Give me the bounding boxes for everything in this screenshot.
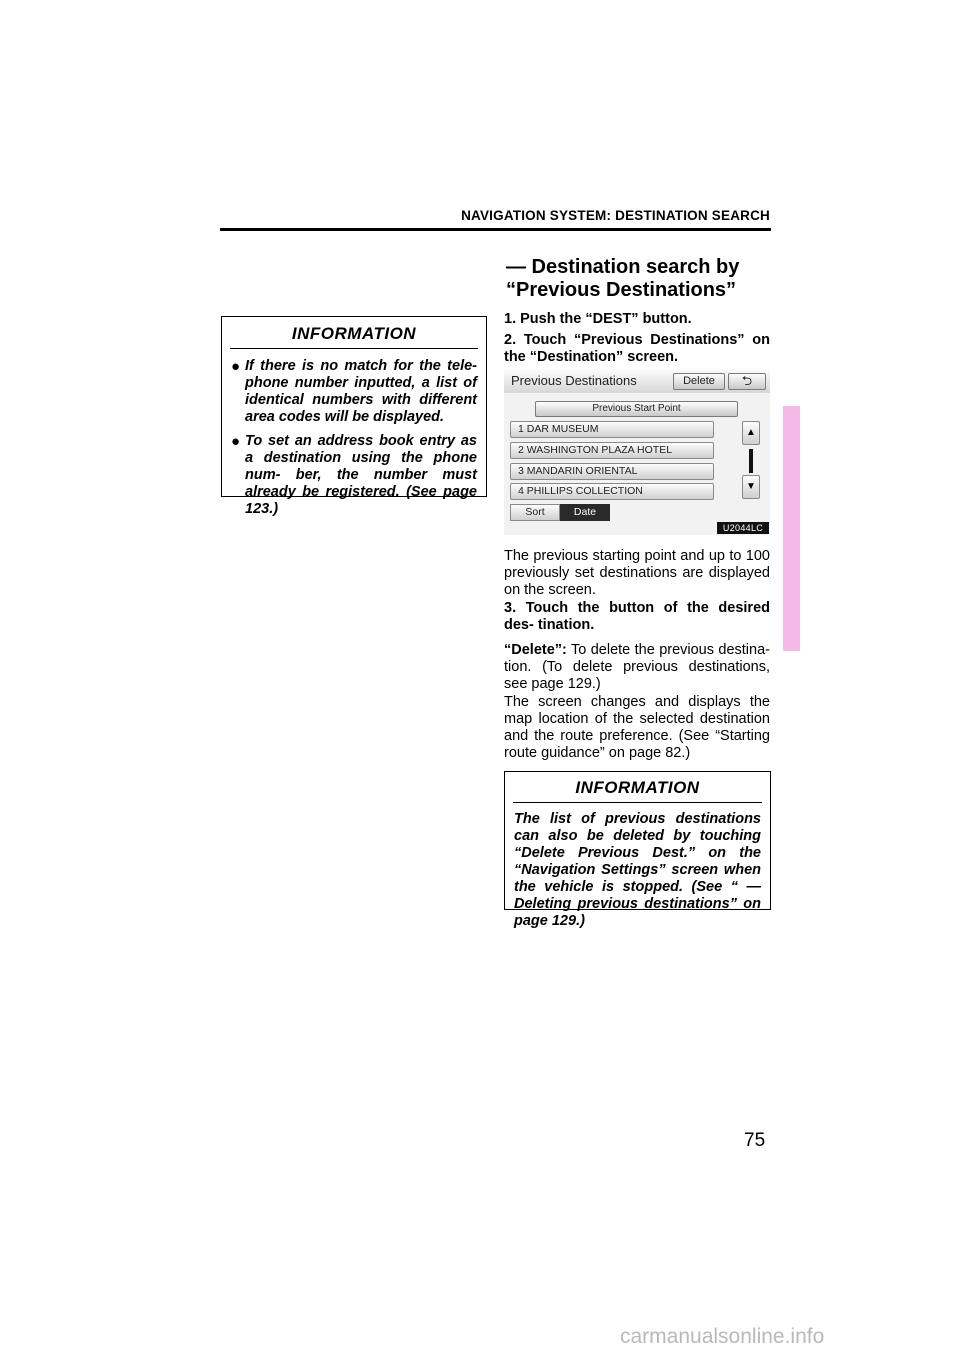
page-number: 75: [744, 1130, 766, 1151]
result-paragraph: The screen changes and displays the map location of the selected destination and the route preference. (See “Starting route guidance” on page 82.): [504, 694, 770, 761]
destination-button[interactable]: 2 WASHINGTON PLAZA HOTEL: [510, 442, 714, 459]
date-button[interactable]: Date: [560, 504, 610, 521]
section-title-line2: “Previous Destinations”: [506, 279, 737, 301]
chapter-tab-marker: [783, 406, 800, 651]
delete-term: “Delete”:: [504, 642, 567, 658]
information-box-left: [221, 316, 487, 517]
screen-title: Previous Destinations: [511, 373, 637, 388]
scroll-bar[interactable]: [749, 449, 753, 473]
section-title: [506, 256, 776, 302]
section-title-line1: — Destination search by: [506, 256, 740, 278]
scroll-down-icon[interactable]: ▼: [742, 475, 760, 499]
information-bullet: [222, 433, 486, 518]
step-2: 2. Touch “Previous Destinations” on the “Destination” screen.: [504, 332, 770, 365]
destination-button[interactable]: 3 MANDARIN ORIENTAL: [510, 463, 714, 480]
previous-start-point-button[interactable]: Previous Start Point: [535, 401, 738, 417]
destination-button[interactable]: 4 PHILLIPS COLLECTION: [510, 483, 714, 500]
information-text: The list of previous destinations can also be deleted by touching “Delete Previous Dest.” on the “Navigation Settings” screen when the vehicle is stopped. (See “ — Deleting previous destinations” on page 129.): [514, 811, 761, 929]
scroll-up-icon[interactable]: ▲: [742, 421, 760, 445]
previous-destinations-screenshot: [504, 369, 770, 535]
step-1: 1. Push the “DEST” button.: [504, 311, 692, 327]
bullet-icon: ●: [231, 433, 241, 450]
information-box-right: [504, 771, 771, 929]
delete-button[interactable]: Delete: [673, 373, 725, 390]
description-paragraph: The previous starting point and up to 100 previously set destinations are displayed on the screen.: [504, 548, 770, 598]
delete-description-text: To delete the previous destina- tion. (To delete previous destinations, see page 129.): [504, 642, 770, 692]
header-rule: [220, 228, 771, 231]
destination-button[interactable]: 1 DAR MUSEUM: [510, 421, 714, 438]
step-3: 3. Touch the button of the desired des- tination.: [504, 600, 770, 633]
figure-code: U2044LC: [717, 522, 769, 534]
watermark: carmanualsonline.info: [620, 1325, 825, 1348]
bullet-text: If there is no match for the tele- phone number inputted, a list of identical numbers with different area codes will be displayed.: [245, 358, 477, 425]
bullet-text: To set an address book entry as a destination using the phone num- ber, the number must already be registered. (See page 123.): [245, 433, 477, 517]
information-bullet: [222, 358, 486, 426]
delete-description: [504, 642, 770, 693]
bullet-icon: ●: [231, 358, 241, 375]
back-button[interactable]: ⮌: [728, 373, 766, 390]
running-header: NAVIGATION SYSTEM: DESTINATION SEARCH: [461, 208, 770, 223]
sort-button[interactable]: Sort: [510, 504, 560, 521]
information-title: INFORMATION: [513, 779, 762, 803]
information-title: INFORMATION: [230, 325, 478, 349]
